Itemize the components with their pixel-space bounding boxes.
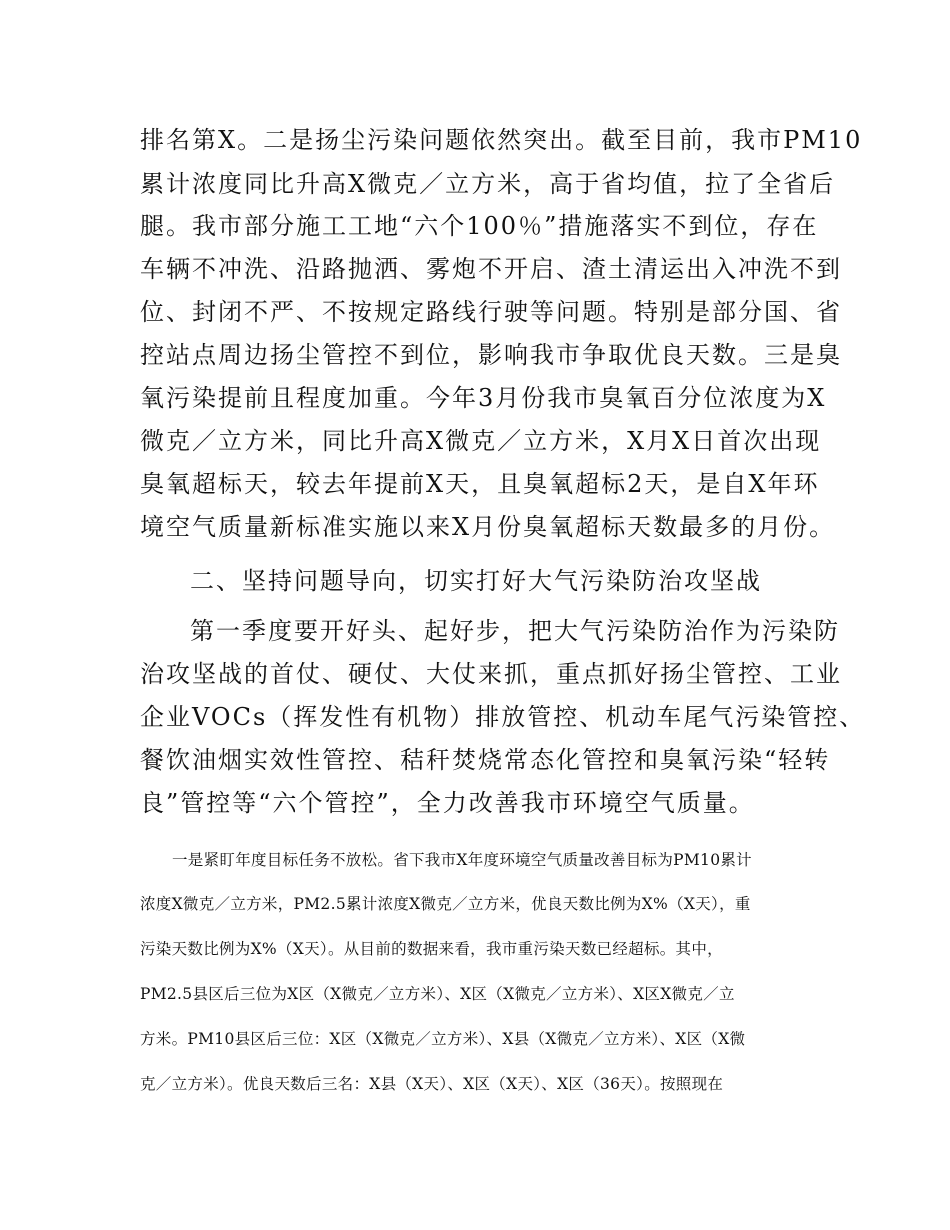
paragraph-1-line: 境空气质量新标准实施以来X月份臭氧超标天数最多的月份。 [140,513,836,541]
section-heading: 二、坚持问题导向，切实打好大气污染防治攻坚战 [190,567,762,595]
paragraph-3-line: 污染天数比例为X%（X天）。从目前的数据来看，我市重污染天数已经超标。其中， [140,940,723,958]
paragraph-1-line: 位、封闭不严、不按规定路线行驶等问题。特别是部分国、省 [140,298,842,326]
paragraph-1-line: 车辆不冲洗、沿路抛洒、雾炮不开启、渣土清运出入冲洗不到 [140,255,842,283]
paragraph-2-line: 良”管控等“六个管控”，全力改善我市环境空气质量。 [140,789,755,817]
paragraph-2-line: 企业VOCs（挥发性有机物）排放管控、机动车尾气污染管控、 [140,703,866,731]
paragraph-1-line: 排名第X。二是扬尘污染问题依然突出。截至目前，我市PM10 [140,126,863,154]
paragraph-3-line: 浓度X微克／立方米，PM2.5累计浓度X微克／立方米，优良天数比例为X%（X天），重 [140,895,751,913]
paragraph-1-line: 臭氧超标天，较去年提前X天，且臭氧超标2天，是自X年环 [140,470,820,498]
paragraph-1-line: 累计浓度同比升高X微克／立方米，高于省均值，拉了全省后 [140,170,836,198]
paragraph-1-line: 氧污染提前且程度加重。今年3月份我市臭氧百分位浓度为X [140,384,827,412]
paragraph-3-line: 方米。PM10县区后三位：X区（X微克／立方米）、X县（X微克／立方米）、X区（X微 [140,1030,746,1048]
paragraph-2-line: 第一季度要开好头、起好步，把大气污染防治作为污染防 [190,617,840,645]
paragraph-3-line: PM2.5县区后三位为X区（X微克／立方米）、X区（X微克／立方米）、X区X微克／立 [140,985,735,1003]
paragraph-1-line: 腿。我市部分施工工地“六个100％”措施落实不到位，存在 [140,212,819,240]
paragraph-3-line: 克／立方米）。优良天数后三名：X县（X天）、X区（X天）、X区（36天）。按照现在 [140,1075,724,1093]
paragraph-1-line: 控站点周边扬尘管控不到位，影响我市争取优良天数。三是臭 [140,341,842,369]
paragraph-2-line: 治攻坚战的首仗、硬仗、大仗来抓，重点抓好扬尘管控、工业 [140,660,842,688]
paragraph-1-line: 微克／立方米，同比升高X微克／立方米，X月X日首次出现 [140,427,822,455]
paragraph-3-line: 一是紧盯年度目标任务不放松。省下我市X年度环境空气质量改善目标为PM10累计 [172,851,752,869]
paragraph-2-line: 餐饮油烟实效性管控、秸秆焚烧常态化管控和臭氧污染“轻转 [140,746,831,774]
